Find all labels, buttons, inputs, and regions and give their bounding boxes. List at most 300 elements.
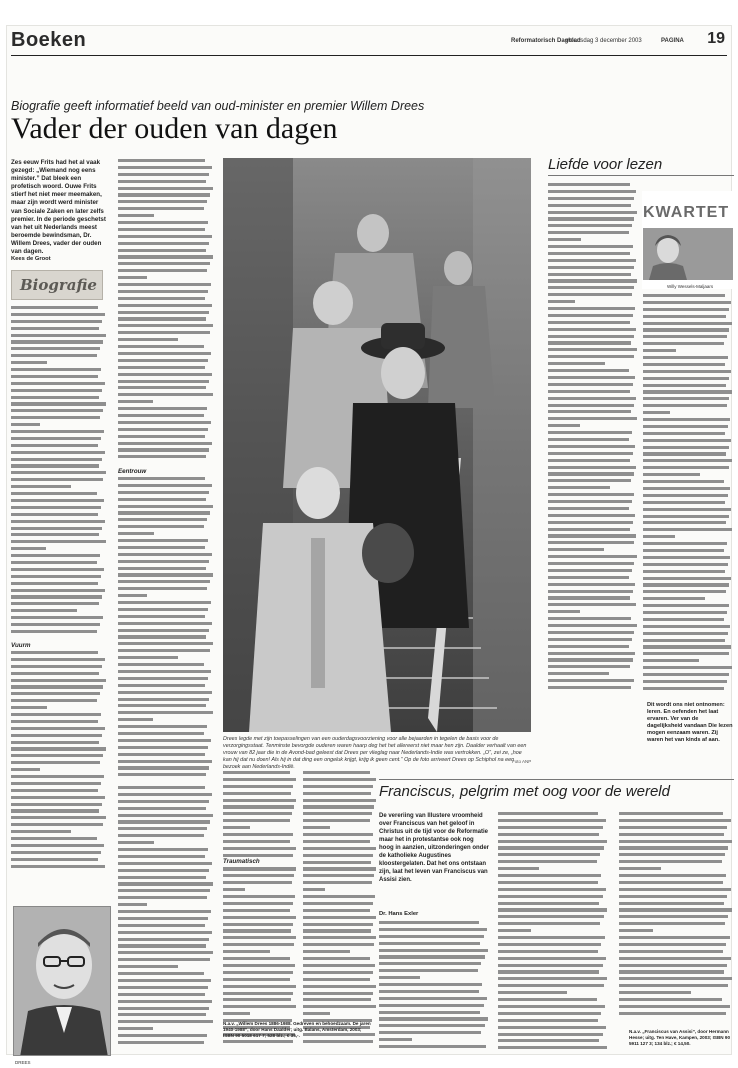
text-line — [548, 231, 629, 234]
text-line — [223, 881, 292, 884]
text-line — [619, 970, 724, 973]
text-line — [118, 290, 208, 293]
text-line — [118, 848, 208, 851]
text-line — [643, 459, 732, 462]
text-line — [118, 262, 210, 265]
text-line — [118, 677, 208, 680]
text-line — [223, 971, 293, 974]
text-line — [118, 635, 206, 638]
text-line — [118, 691, 212, 694]
text-line — [548, 645, 629, 648]
text-line — [548, 638, 632, 641]
text-line — [643, 494, 728, 497]
text-line — [118, 979, 211, 982]
text-line — [118, 725, 207, 728]
text-line — [11, 658, 105, 661]
text-line — [498, 915, 604, 918]
photo-credit: Foto ANP — [512, 759, 532, 764]
text-line — [11, 630, 97, 633]
text-line — [643, 556, 730, 559]
page-header — [11, 30, 727, 56]
text-line — [498, 895, 603, 898]
text-line — [548, 686, 631, 689]
portrait-illustration — [14, 907, 111, 1056]
text-line — [303, 936, 376, 939]
text-line — [118, 518, 207, 521]
text-line — [118, 608, 208, 611]
text-line — [303, 771, 370, 774]
text-line — [118, 814, 213, 817]
text-line — [643, 322, 732, 325]
text-line — [11, 782, 101, 785]
text-line — [548, 252, 630, 255]
text-line — [498, 1039, 599, 1042]
text-line — [548, 507, 629, 510]
text-line — [11, 789, 98, 792]
text-line — [619, 826, 727, 829]
text-line — [118, 214, 154, 217]
text-line — [118, 1013, 206, 1016]
text-column — [548, 183, 638, 698]
text-line — [11, 485, 71, 488]
text-line — [118, 560, 209, 563]
text-line — [118, 649, 210, 652]
text-line — [11, 520, 105, 523]
text-line — [643, 411, 670, 414]
text-line — [11, 451, 105, 454]
text-line — [643, 308, 729, 311]
text-line — [118, 869, 209, 872]
text-line — [118, 276, 147, 279]
text-line — [303, 992, 373, 995]
text-line — [118, 553, 212, 556]
text-line — [11, 616, 103, 619]
text-line — [548, 314, 633, 317]
text-line — [11, 858, 98, 861]
text-line — [548, 603, 636, 606]
text-line — [379, 921, 479, 924]
text-column — [11, 306, 107, 636]
text-line — [619, 950, 723, 953]
text-line — [118, 889, 210, 892]
text-line — [619, 957, 731, 960]
text-column — [118, 159, 214, 461]
text-line — [118, 283, 211, 286]
text-line — [11, 727, 105, 730]
text-line — [643, 652, 729, 655]
text-line — [643, 583, 729, 586]
text-line — [643, 604, 729, 607]
text-line — [11, 506, 101, 509]
text-line — [11, 327, 99, 330]
text-line — [303, 964, 375, 967]
text-line — [643, 625, 730, 628]
text-line — [118, 834, 204, 837]
text-line — [303, 1012, 330, 1015]
text-line — [498, 908, 607, 911]
text-line — [498, 846, 604, 849]
text-line — [548, 541, 634, 544]
text-line — [11, 768, 40, 771]
text-line — [223, 895, 295, 898]
text-line — [118, 421, 211, 424]
text-line — [643, 356, 728, 359]
article-byline: Kees de Groot — [11, 256, 51, 262]
text-line — [118, 532, 154, 535]
text-line — [11, 582, 98, 585]
text-line — [643, 487, 730, 490]
divider — [548, 175, 734, 176]
text-line — [223, 847, 296, 850]
text-line — [11, 816, 106, 819]
text-line — [118, 304, 212, 307]
text-line — [619, 929, 653, 932]
text-line — [619, 833, 724, 836]
text-line — [548, 204, 631, 207]
text-line — [548, 665, 630, 668]
text-line — [498, 867, 539, 870]
text-line — [548, 576, 629, 579]
text-line — [118, 965, 178, 968]
text-line — [643, 521, 726, 524]
text-line — [548, 590, 633, 593]
text-line — [498, 833, 599, 836]
text-line — [548, 404, 634, 407]
text-line — [223, 964, 295, 967]
text-line — [548, 259, 636, 262]
text-line — [11, 313, 105, 316]
text-line — [619, 867, 661, 870]
text-line — [118, 187, 213, 190]
text-line — [619, 812, 723, 815]
text-line — [223, 840, 290, 843]
text-line — [548, 624, 637, 627]
drees-portrait — [13, 906, 111, 1056]
text-line — [118, 477, 205, 480]
text-line — [11, 865, 105, 868]
text-line — [548, 438, 629, 441]
news-photo — [223, 158, 531, 732]
text-line — [498, 977, 607, 980]
text-column — [643, 294, 733, 698]
text-line — [118, 1041, 204, 1044]
text-line — [548, 459, 630, 462]
text-line — [303, 888, 325, 891]
text-line — [118, 827, 207, 830]
text-line — [643, 432, 725, 435]
text-line — [11, 347, 100, 350]
text-line — [303, 867, 376, 870]
text-line — [223, 909, 290, 912]
text-line — [118, 986, 208, 989]
text-line — [379, 1011, 480, 1014]
text-line — [548, 555, 637, 558]
text-line — [118, 567, 206, 570]
text-line — [498, 874, 601, 877]
text-line — [619, 895, 727, 898]
text-line — [223, 929, 291, 932]
text-line — [548, 321, 630, 324]
text-line — [548, 383, 633, 386]
text-line — [548, 486, 610, 489]
text-line — [118, 407, 207, 410]
text-line — [548, 211, 637, 214]
text-line — [11, 609, 77, 612]
text-line — [118, 400, 153, 403]
text-line — [548, 183, 630, 186]
text-line — [118, 221, 208, 224]
text-line — [643, 659, 699, 662]
text-line — [118, 903, 147, 906]
text-line — [498, 840, 607, 843]
text-line — [619, 922, 725, 925]
text-line — [498, 998, 597, 1001]
text-line — [118, 786, 205, 789]
text-line — [498, 888, 606, 891]
text-line — [223, 771, 290, 774]
text-line — [118, 760, 212, 763]
text-line — [118, 1007, 209, 1010]
text-line — [11, 685, 103, 688]
text-line — [11, 561, 97, 564]
text-line — [498, 984, 604, 987]
page-number: 19 — [707, 30, 725, 47]
text-line — [379, 976, 420, 979]
text-line — [11, 499, 104, 502]
text-line — [619, 908, 732, 911]
text-line — [498, 860, 597, 863]
text-line — [548, 672, 609, 675]
text-line — [118, 944, 206, 947]
text-line — [223, 799, 296, 802]
text-line — [11, 409, 103, 412]
text-line — [11, 547, 46, 550]
text-line — [118, 622, 212, 625]
columnist-name: Willy Wessels-Maljaars — [667, 284, 714, 289]
text-line — [118, 311, 209, 314]
text-line — [11, 823, 103, 826]
text-line — [11, 754, 103, 757]
text-line — [118, 580, 210, 583]
text-line — [11, 851, 101, 854]
text-line — [118, 498, 206, 501]
text-line — [379, 983, 482, 986]
text-line — [11, 623, 100, 626]
newspaper-page — [6, 25, 733, 1065]
text-line — [118, 573, 213, 576]
text-line — [223, 1040, 293, 1043]
review-headline: Franciscus, pelgrim met oog voor de wereld — [379, 783, 670, 800]
text-line — [643, 425, 728, 428]
text-line — [118, 876, 206, 879]
text-line — [11, 368, 101, 371]
text-column — [118, 466, 214, 786]
text-line — [223, 826, 250, 829]
text-line — [11, 361, 47, 364]
text-line — [498, 922, 600, 925]
text-line — [643, 397, 729, 400]
text-line — [118, 386, 206, 389]
text-line — [643, 673, 729, 676]
text-line — [548, 390, 630, 393]
text-line — [118, 345, 204, 348]
section-title: Boeken — [11, 29, 87, 51]
text-line — [11, 699, 97, 702]
text-line — [548, 472, 634, 475]
text-line — [11, 437, 101, 440]
text-line — [643, 687, 724, 690]
text-line — [303, 833, 373, 836]
text-line — [11, 679, 106, 682]
text-line — [11, 471, 106, 474]
text-line — [118, 525, 204, 528]
text-line — [643, 549, 724, 552]
text-line — [118, 698, 209, 701]
text-line — [303, 854, 373, 857]
text-line — [548, 493, 634, 496]
text-line — [118, 173, 209, 176]
text-line — [498, 1026, 606, 1029]
text-line — [223, 792, 291, 795]
text-line — [11, 741, 99, 744]
text-line — [379, 1038, 412, 1041]
text-line — [11, 796, 105, 799]
text-line — [303, 826, 330, 829]
text-line — [548, 335, 634, 338]
text-line — [118, 159, 205, 162]
text-line — [498, 1005, 605, 1008]
text-line — [118, 855, 205, 858]
biografie-stamp — [11, 270, 103, 300]
text-line — [11, 830, 71, 833]
text-line — [11, 444, 98, 447]
text-line — [11, 464, 99, 467]
text-line — [548, 238, 581, 241]
text-line — [643, 377, 729, 380]
text-line — [223, 1005, 296, 1008]
column-title: Liefde voor lezen — [548, 156, 663, 173]
text-line — [548, 500, 632, 503]
article-kicker: Biografie geeft informatief beeld van oud-minister en premier Willem Drees — [11, 99, 425, 113]
text-line — [303, 985, 376, 988]
review-lead: De vereriing van Illustere vroomheid over Franciscus van het geloof in Christus uit de tijd voor de Reformatie maar het in protestantse ook nog hoog in aanzien, uitzonderingen onder de katholieke Augustines kloostergelaten. Dat het ons ontstaan zijn, laat het leven van Franciscus van Assisi zien. — [379, 813, 489, 883]
text-column — [303, 771, 377, 1056]
text-line — [498, 957, 606, 960]
text-line — [379, 942, 480, 945]
text-line — [118, 414, 204, 417]
text-line — [548, 197, 634, 200]
text-line — [303, 957, 370, 960]
text-line — [118, 766, 209, 769]
text-line — [223, 805, 294, 808]
text-line — [643, 632, 728, 635]
text-line — [498, 826, 603, 829]
text-line — [548, 569, 632, 572]
text-line — [118, 393, 213, 396]
text-line — [379, 962, 481, 965]
text-line — [11, 589, 105, 592]
text-line — [118, 1034, 207, 1037]
text-line — [643, 384, 726, 387]
text-line — [548, 424, 580, 427]
text-line — [548, 562, 634, 565]
text-line — [118, 938, 209, 941]
text-line — [643, 466, 729, 469]
text-line — [643, 390, 732, 393]
text-line — [118, 670, 211, 673]
text-line — [643, 480, 724, 483]
photo-caption: Drees legde met zijn toepasselingen van een ouderdagsvoorziening voor alle bejaarden in tegelen de basis voor de verzorgingsstaat. Tenminste bevorgde ouderen waren haarp deg het het allereerst niet maar hen zijn. Daalder verhaalt van een vrouw van 82 jaar die in de Avond-bad geleest dat Drees per vlieglag naar Nederlands-Indie was vertrokken. „O”, zei ze, „hoe kan hij dat nu doen! Als hij in dat ding een ongeluk krijgt, krijg ik geen cent.” Op de foto arriveert Drees op Schiphol na een bezoek aan Nederlands-Indië. — [223, 736, 527, 770]
text-line — [548, 273, 631, 276]
text-line — [548, 217, 634, 220]
text-line — [118, 207, 204, 210]
text-line — [548, 266, 634, 269]
text-line — [118, 732, 204, 735]
text-line — [11, 458, 102, 461]
text-line — [643, 666, 732, 669]
text-line — [118, 663, 204, 666]
text-line — [643, 528, 732, 531]
text-line — [118, 317, 206, 320]
text-line — [548, 328, 636, 331]
text-line — [11, 334, 106, 337]
text-line — [619, 888, 731, 891]
text-line — [619, 936, 730, 939]
text-line — [303, 923, 373, 926]
text-line — [11, 375, 98, 378]
text-line — [11, 320, 102, 323]
text-line — [118, 1020, 213, 1023]
text-line — [118, 601, 211, 604]
text-line — [548, 610, 580, 613]
text-line — [379, 1031, 481, 1034]
text-line — [303, 929, 371, 932]
text-line — [223, 978, 290, 981]
divider — [379, 779, 734, 780]
stamp-text: Biografie — [20, 276, 97, 294]
text-line — [223, 819, 290, 822]
text-line — [11, 382, 105, 385]
text-line — [619, 840, 732, 843]
text-line — [11, 478, 103, 481]
text-line — [548, 534, 636, 537]
text-line — [11, 706, 47, 709]
text-line — [118, 338, 178, 341]
text-line — [548, 452, 633, 455]
text-line — [118, 235, 212, 238]
text-line — [548, 369, 629, 372]
text-line — [619, 853, 725, 856]
text-line — [118, 242, 209, 245]
text-line — [223, 992, 293, 995]
article-lead: Zes eeuw Frits had het al vaak gezegd: „Wiemand nog eens minister.” Dat bleek een profetisch woord. Ouwe Frits stierf het niet meer meemaken, maar zijn wordt werd minister van Sociale Zaken en later zelfs premier. In de periode geschetst van het uit Nederlands meest beroemde bewindsman, Dr. Willem Drees, vader der ouden van dagen. — [11, 159, 106, 256]
text-line — [643, 542, 727, 545]
text-line — [498, 950, 598, 953]
text-line — [303, 785, 373, 788]
text-line — [11, 513, 98, 516]
text-line — [379, 1045, 486, 1048]
text-column — [223, 771, 297, 1056]
text-line — [619, 943, 726, 946]
text-line — [11, 396, 99, 399]
text-line — [223, 943, 294, 946]
text-line — [11, 803, 102, 806]
text-line — [548, 528, 630, 531]
text-line — [303, 847, 376, 850]
text-line — [643, 446, 729, 449]
text-line — [223, 916, 296, 919]
text-line — [11, 651, 98, 654]
